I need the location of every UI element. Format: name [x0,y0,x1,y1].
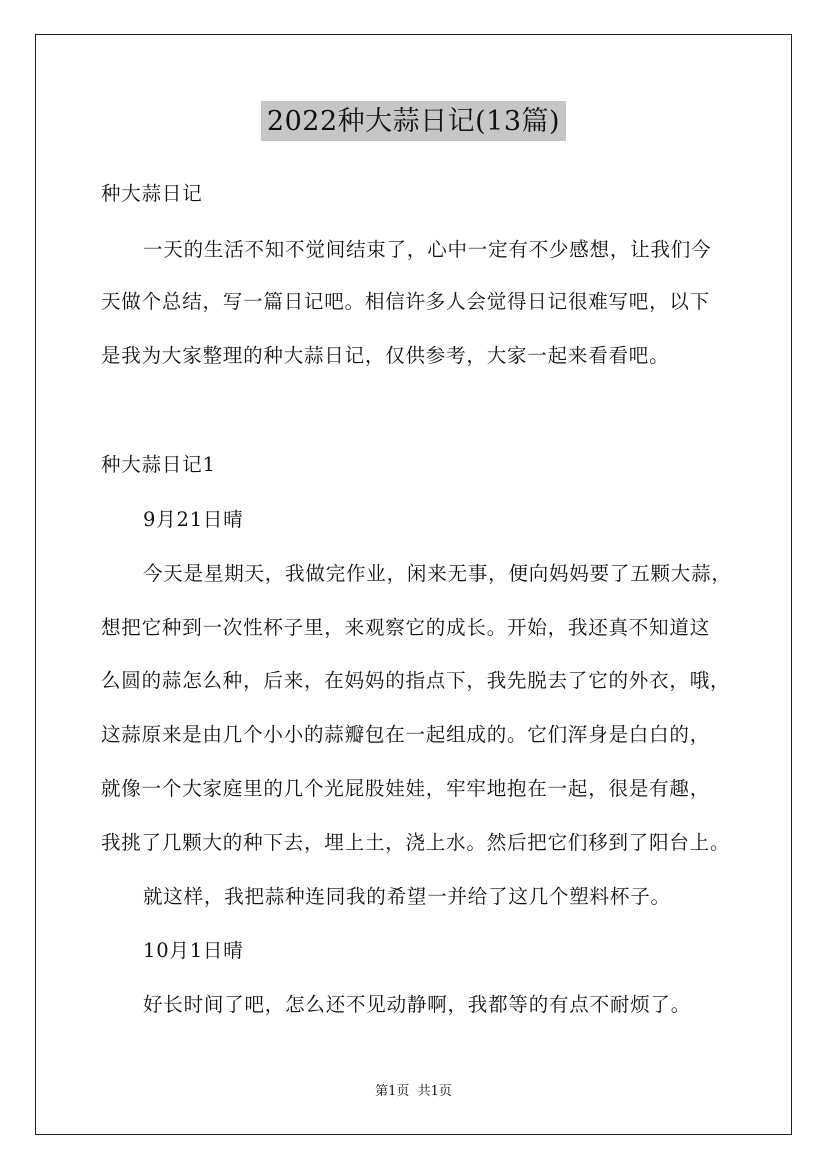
section-heading: 种大蒜日记 [101,182,203,205]
document-title: 2022种大蒜日记(13篇) [261,101,566,141]
paragraph-line: 今天是星期天，我做完作业，闲来无事，便向妈妈要了五颗大蒜， [143,562,732,585]
paragraph-line: 好长时间了吧，怎么还不见动静啊，我都等的有点不耐烦了。 [143,993,692,1016]
section-heading: 种大蒜日记1 [101,453,216,476]
paragraph-line: 我挑了几颗大的种下去，埋上土，浇上水。然后把它们移到了阳台上。 [101,831,731,854]
diary-date: 9月21日晴 [143,508,244,531]
paragraph-line: 这蒜原来是由几个小小的蒜瓣包在一起组成的。它们浑身是白白的， [101,723,711,746]
paragraph-line: 一天的生活不知不觉间结束了，心中一定有不少感想，让我们今 [143,238,712,261]
paragraph-line: 天做个总结，写一篇日记吧。相信许多人会觉得日记很难写吧，以下 [101,290,711,313]
paragraph-line: 么圆的蒜怎么种，后来，在妈妈的指点下，我先脱去了它的外衣，哦， [101,669,731,692]
diary-date: 10月1日晴 [143,939,244,962]
paragraph-line: 想把它种到一次性杯子里，来观察它的成长。开始，我还真不知道这 [101,616,711,639]
paragraph-line: 就像一个大家庭里的几个光屁股娃娃，牢牢地抱在一起，很是有趣， [101,777,711,800]
title-container [0,101,827,141]
paragraph-line: 是我为大家整理的种大蒜日记，仅供参考，大家一起来看看吧。 [101,344,670,367]
paragraph-line: 就这样，我把蒜种连同我的希望一并给了这几个塑料杯子。 [143,885,671,908]
page-number-footer: 第1页 共1页 [375,1084,452,1099]
